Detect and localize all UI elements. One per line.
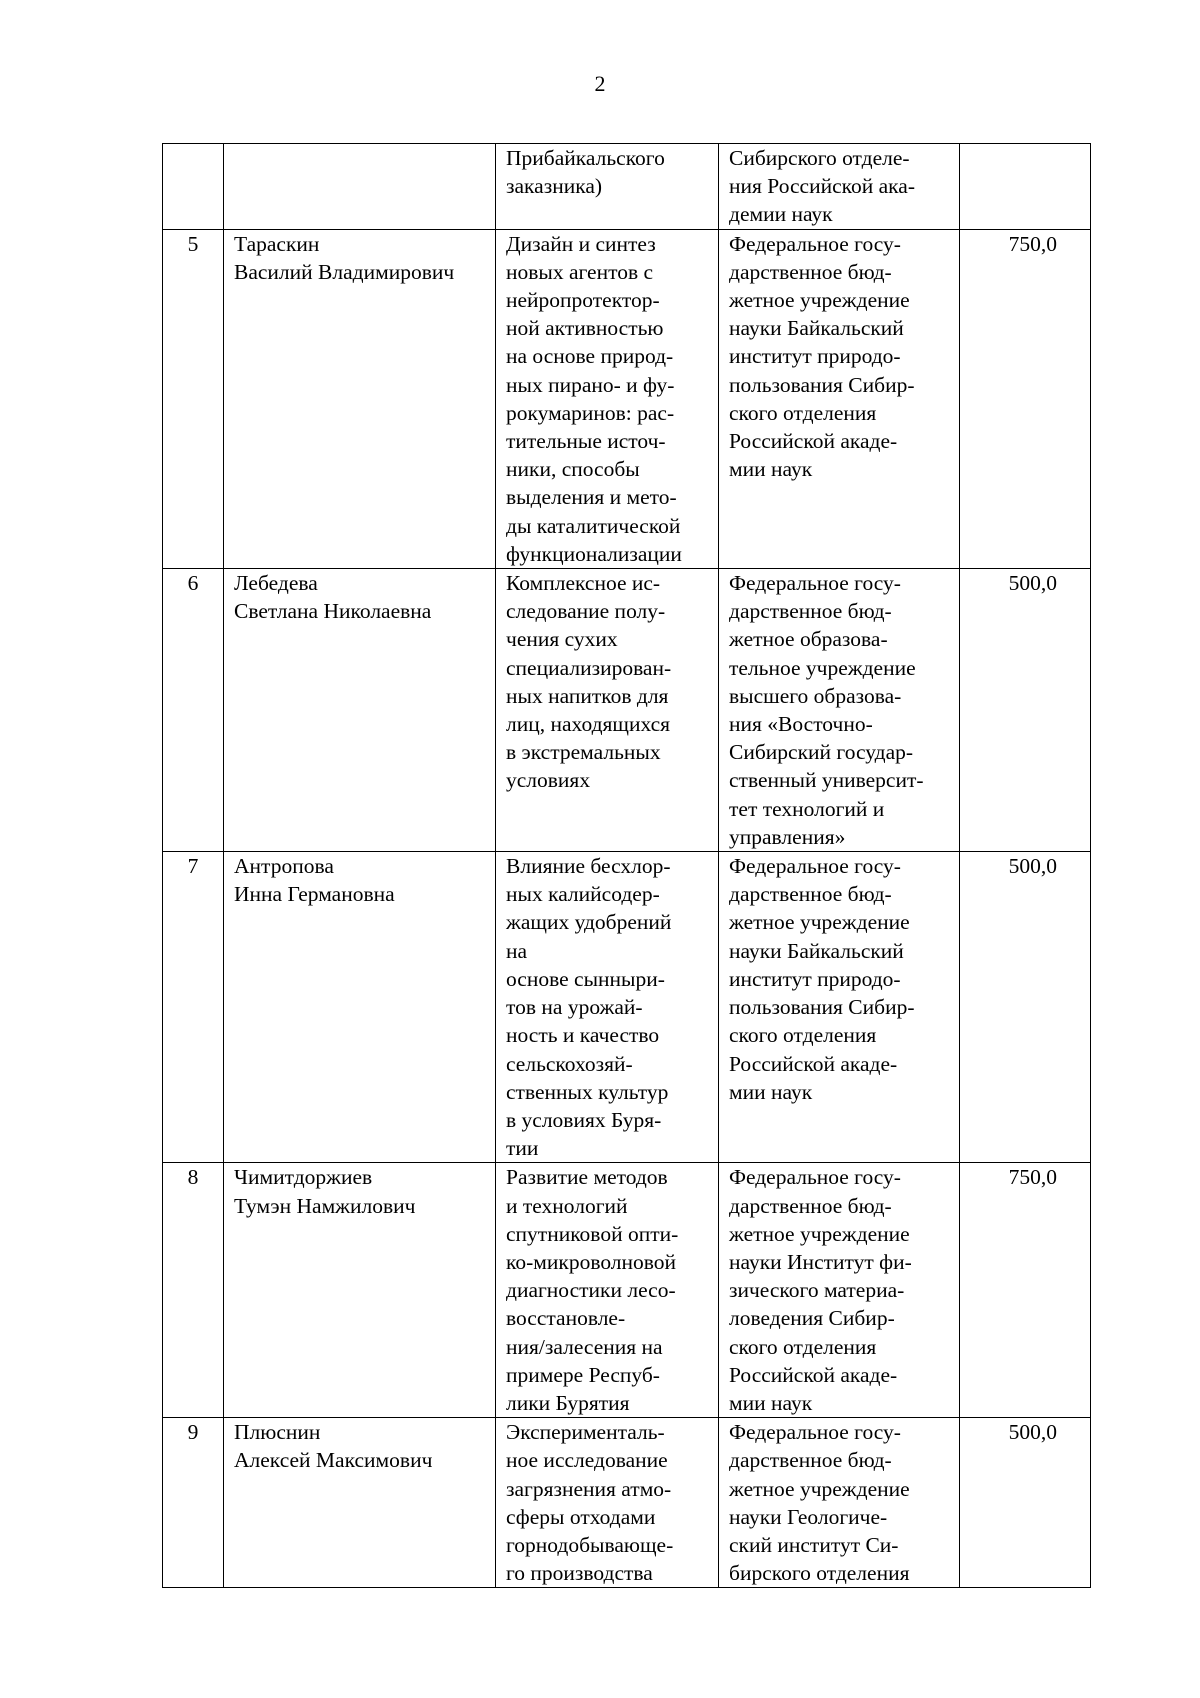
recipient-name-cell: Тараскин Василий Владимирович bbox=[224, 229, 496, 568]
research-topic-cell: Прибайкальского заказника) bbox=[496, 144, 719, 230]
row-number-cell: 8 bbox=[163, 1163, 224, 1418]
recipient-name-cell: Антропова Инна Германовна bbox=[224, 852, 496, 1163]
grant-amount-cell: 500,0 bbox=[960, 569, 1091, 852]
research-topic-cell: Комплексное ис- следование полу- чения сухих специализирован- ных напитков для лиц, находящихся в экстремальных условиях bbox=[496, 569, 719, 852]
research-topic-cell: Влияние бесхлор- ных калийсодер- жащих удобрений на основе сынныри- тов на урожай- ность и качество сельскохозяй- ственных культур в условиях Буря- тии bbox=[496, 852, 719, 1163]
organization-cell: Сибирского отделе- ния Российской ака- демии наук bbox=[719, 144, 960, 230]
recipient-name-cell: Чимитдоржиев Тумэн Намжилович bbox=[224, 1163, 496, 1418]
grant-amount-cell: 750,0 bbox=[960, 229, 1091, 568]
table-row bbox=[163, 1163, 1091, 1418]
organization-cell: Федеральное госу- дарственное бюд- жетное учреждение науки Геологиче- ский институт Си- бирского отделения bbox=[719, 1418, 960, 1588]
research-topic-cell: Эксперименталь- ное исследование загрязнения атмо- сферы отходами горнодобывающе- го производства bbox=[496, 1418, 719, 1588]
organization-cell: Федеральное госу- дарственное бюд- жетное учреждение науки Институт фи- зического материа- ловедения Сибир- ского отделения Российской акаде- мии наук bbox=[719, 1163, 960, 1418]
recipient-name-cell bbox=[224, 144, 496, 230]
table-row bbox=[163, 144, 1091, 230]
organization-cell: Федеральное госу- дарственное бюд- жетное учреждение науки Байкальский институт природо- пользования Сибир- ского отделения Российской акаде- мии наук bbox=[719, 229, 960, 568]
table-row bbox=[163, 569, 1091, 852]
grant-amount-cell: 500,0 bbox=[960, 852, 1091, 1163]
page-number: 2 bbox=[594, 71, 606, 96]
organization-cell: Федеральное госу- дарственное бюд- жетное образова- тельное учреждение высшего образова- ния «Восточно- Сибирский государ- ственный университ- тет технологий и управления» bbox=[719, 569, 960, 852]
row-number-cell: 9 bbox=[163, 1418, 224, 1588]
recipient-name-cell: Плюснин Алексей Максимович bbox=[224, 1418, 496, 1588]
row-number-cell: 7 bbox=[163, 852, 224, 1163]
grants-table bbox=[162, 143, 1091, 1588]
research-topic-cell: Развитие методов и технологий спутниковой опти- ко-микроволновой диагностики лесо- восстановле- ния/залесения на примере Респуб- лики Бурятия bbox=[496, 1163, 719, 1418]
row-number-cell bbox=[163, 144, 224, 230]
organization-cell: Федеральное госу- дарственное бюд- жетное учреждение науки Байкальский институт природо- пользования Сибир- ского отделения Российской акаде- мии наук bbox=[719, 852, 960, 1163]
grants-table-body bbox=[163, 144, 1091, 1588]
row-number-cell: 6 bbox=[163, 569, 224, 852]
table-row bbox=[163, 229, 1091, 568]
research-topic-cell: Дизайн и синтез новых агентов с нейропротектор- ной активностью на основе природ- ных пирано- и фу- рокумаринов: рас- тительные источ- ники, способы выделения и мето- ды каталитической функционализации bbox=[496, 229, 719, 568]
grant-amount-cell: 500,0 bbox=[960, 1418, 1091, 1588]
recipient-name-cell: Лебедева Светлана Николаевна bbox=[224, 569, 496, 852]
grant-amount-cell: 750,0 bbox=[960, 1163, 1091, 1418]
grant-amount-cell bbox=[960, 144, 1091, 230]
table-row bbox=[163, 1418, 1091, 1588]
row-number-cell: 5 bbox=[163, 229, 224, 568]
table-row bbox=[163, 852, 1091, 1163]
